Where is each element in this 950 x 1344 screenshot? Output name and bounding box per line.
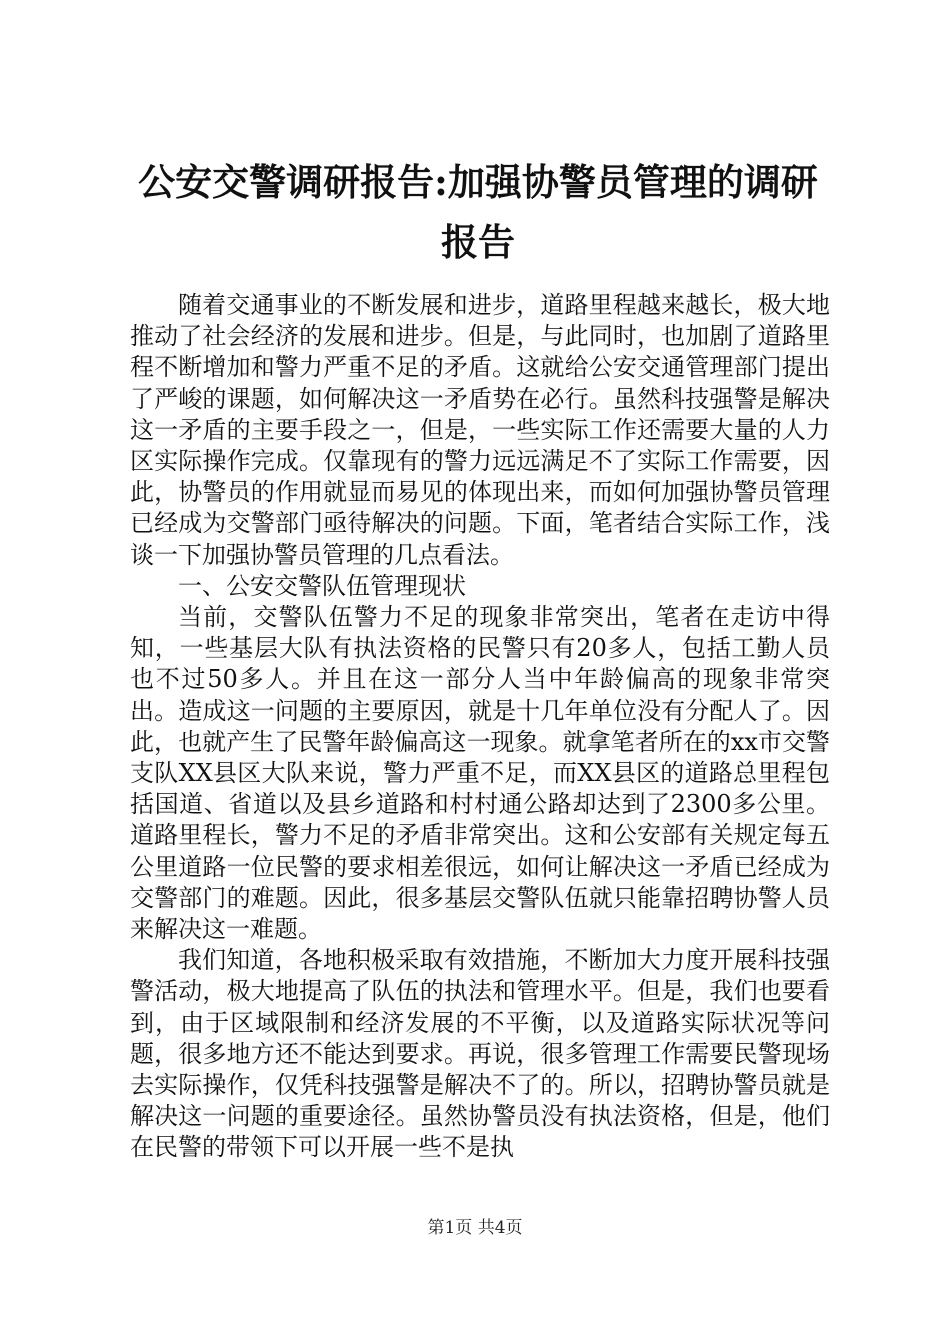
- paragraph-intro: 随着交通事业的不断发展和进步，道路里程越来越长，极大地推动了社会经济的发展和进步。但是，与此同时，也加剧了道路里程不断增加和警力严重不足的矛盾。这就给公安交通管理部门提出了严峻的课题，如何解决这一矛盾势在必行。虽然科技强警是解决这一矛盾的主要手段之一，但是，一些实际工作还需要大量的人力区实际操作完成。仅靠现有的警力远远满足不了实际工作需要，因此，协警员的作用就显而易见的体现出来，而如何加强协警员管理已经成为交警部门亟待解决的问题。下面，笔者结合实际工作，浅谈一下加强协警员管理的几点看法。: [130, 291, 830, 569]
- page-number-footer: 第1页 共4页: [427, 1218, 523, 1238]
- paragraph-status: 当前，交警队伍警力不足的现象非常突出，笔者在走访中得知，一些基层大队有执法资格的民警只有20多人，包括工勤人员也不过50多人。并且在这一部分人当中年龄偏高的现象非常突出。造成这一问题的主要原因，就是十几年单位没有分配人了。因此，也就产生了民警年龄偏高这一现象。就拿笔者所在的xx市交警支队XX县区大队来说，警力严重不足，而XX县区的道路总里程包括国道、省道以及县乡道路和村村通公路却达到了2300多公里。道路里程长，警力不足的矛盾非常突出。这和公安部有关规定每五公里道路一位民警的要求相差很远，如何让解决这一矛盾已经成为交警部门的难题。因此，很多基层交警队伍就只能靠招聘协警人员来解决这一难题。: [130, 603, 830, 944]
- section-heading: 一、公安交警队伍管理现状: [178, 571, 466, 600]
- paragraph-measures: 我们知道，各地积极采取有效措施，不断加大力度开展科技强警活动，极大地提高了队伍的执法和管理水平。但是，我们也要看到，由于区域限制和经济发展的不平衡，以及道路实际状况等问题，很多地方还不能达到要求。再说，很多管理工作需要民警现场去实际操作，仅凭科技强警是解决不了的。所以，招聘协警员就是解决这一问题的重要途径。虽然协警员没有执法资格，但是，他们在民警的带领下可以开展一些不是执: [130, 946, 830, 1162]
- document-title: 公安交警调研报告:加强协警员管理的调研报告: [138, 160, 818, 264]
- document-body: [130, 290, 830, 1164]
